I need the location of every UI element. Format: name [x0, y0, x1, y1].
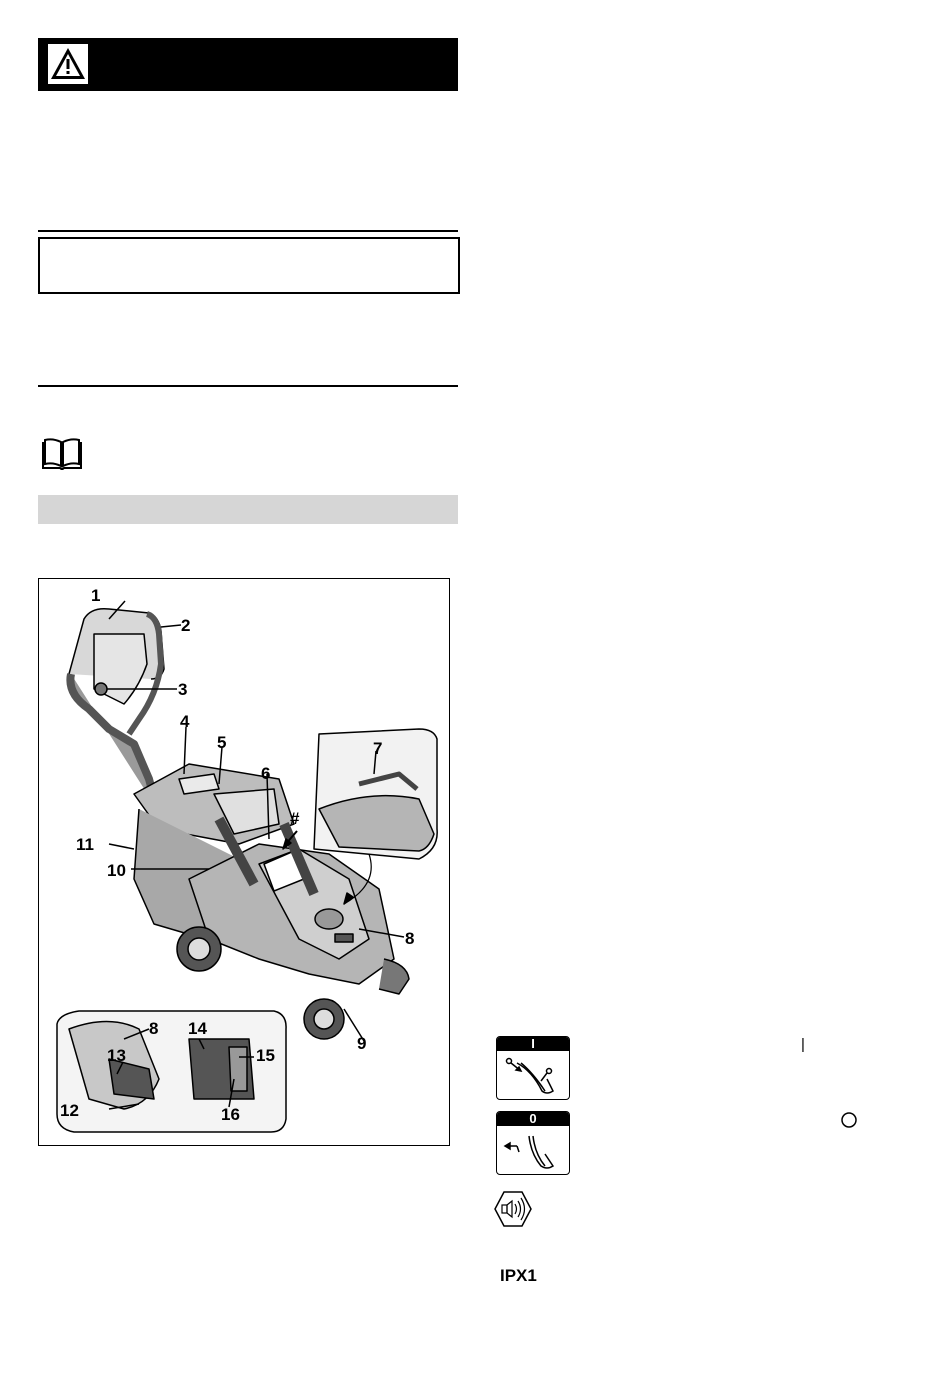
callout-9: 9	[357, 1034, 367, 1053]
switch-off-label: 0	[497, 1112, 569, 1126]
switch-on-symbol	[496, 1036, 570, 1100]
protection-class-label: IPX1	[500, 1266, 537, 1285]
switch-on-icon	[497, 1051, 569, 1099]
section-rule	[38, 385, 458, 387]
warning-bar	[38, 38, 458, 91]
callout-1: 1	[91, 586, 101, 605]
callout-14: 14	[188, 1019, 207, 1038]
section-rule	[38, 230, 458, 232]
callout-15: 15	[256, 1046, 275, 1065]
warning-triangle-icon	[48, 44, 88, 84]
callout-5: 5	[217, 733, 227, 752]
switch-off-icon	[497, 1126, 569, 1174]
notice-box	[38, 237, 460, 294]
callout-16: 16	[221, 1105, 240, 1124]
callout-hash: #	[290, 809, 300, 828]
mower-figure	[38, 578, 450, 1146]
callout-6: 6	[261, 764, 271, 783]
off-circle-icon	[840, 1111, 858, 1129]
open-book-icon	[40, 438, 84, 472]
mower-illustration	[39, 579, 449, 1145]
callout-2: 2	[181, 616, 191, 635]
sound-power-icon	[494, 1190, 532, 1228]
callout-3: 3	[178, 680, 188, 699]
callout-10: 10	[107, 861, 126, 880]
callout-8: 8	[405, 929, 415, 948]
callout-13: 13	[107, 1046, 126, 1065]
on-mark: |	[801, 1036, 805, 1053]
callout-7: 7	[373, 739, 383, 758]
callout-8-inset: 8	[149, 1019, 159, 1038]
switch-off-symbol	[496, 1111, 570, 1175]
section-heading-bar	[38, 495, 458, 524]
callout-12: 12	[60, 1101, 79, 1120]
callout-4: 4	[180, 712, 190, 731]
switch-on-label: I	[497, 1037, 569, 1051]
callout-11: 11	[76, 835, 94, 854]
